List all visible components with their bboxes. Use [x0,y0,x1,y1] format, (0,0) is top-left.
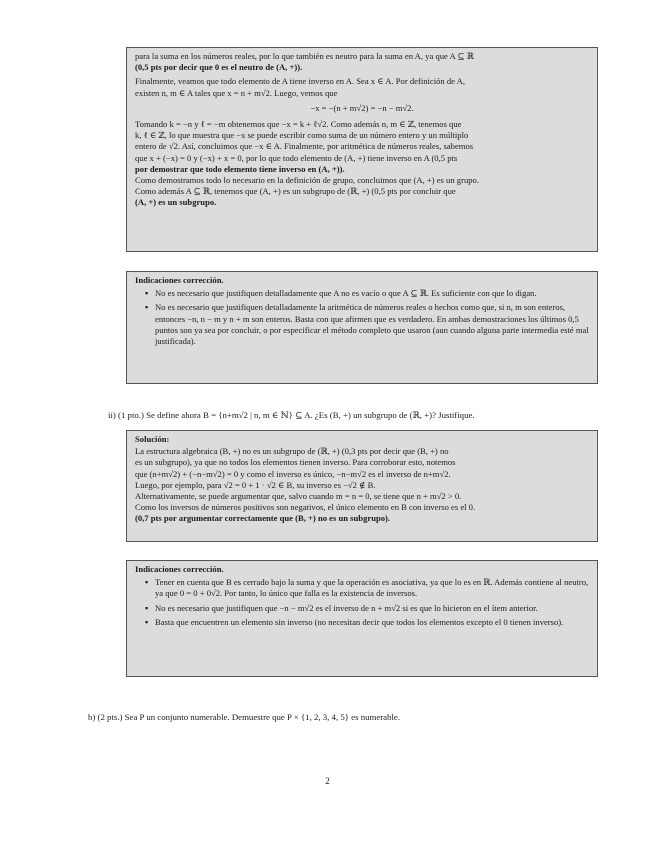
proof-line: por demostrar que todo elemento tiene inverso en (A, +)). [135,163,345,174]
indications-box-1 [126,271,598,384]
list-item: ▪ Tener en cuenta que B es cerrado bajo la suma y que la operación es asociativa, ya que lo es en ℝ. Además contiene al neutro, ya que 0 = 0 + 0√2. Por tanto, lo único que falla es la existencia de inversos. [155,577,589,599]
proof-line: Tomando k = −n y ℓ = −m obtenemos que −x = k + ℓ√2. Como además n, m ∈ ℤ, tenemos que [135,119,462,130]
page-number: 2 [325,776,330,786]
indications-list [135,577,589,628]
proof-line: Como demostramos todo lo necesario en la definición de grupo, concluimos que (A, +) es un grupo. [135,175,479,186]
question-ii: ii) (1 pto.) Se define ahora B = {n+m√2 | n, m ∈ ℕ} ⊆ A. ¿Es (B, +) un subgrupo de (ℝ, +)? Justifique. [108,410,475,420]
proof-line: Como además A ⊆ ℝ, tenemos que (A, +) es un subgrupo de (ℝ, +) (0,5 pts por concluir que [135,186,456,197]
indications-box-2 [126,560,598,677]
solution-line: Luego, por ejemplo, para √2 = 0 + 1 · √2 ∈ B, su inverso es −√2 ∉ B. [135,479,376,490]
proof-line: Finalmente, veamos que todo elemento de A tiene inverso en A. Sea x ∈ A. Por definición de A, [135,76,465,87]
proof-equation: −x = −(n + m√2) = −n − m√2. [310,102,414,113]
solution-box [126,430,598,542]
proof-line: que x + (−x) = 0 y (−x) + x = 0, por lo que todo elemento de (A, +) tiene inverso en A (0,5 pts [135,152,458,163]
solution-line: Alternativamente, se puede argumentar que, salvo cuando m = n = 0, se tiene que n + m√2 > 0. [135,491,462,502]
list-item: ▪ No es necesario que justifiquen detalladamente que A no es vacío o que A ⊆ ℝ. Es suficiente con que lo digan. [155,288,589,299]
solution-line: que (n+m√2) + (−n−m√2) = 0 y como el inverso es único, −n−m√2 es el inverso de n+m√2. [135,468,451,479]
solution-title: Solución: [135,434,170,444]
indications-list [135,288,589,347]
proof-line: (0,5 pts por decir que 0 es el neutro de (A, +)). [135,62,303,73]
proof-line: existen n, m ∈ A tales que x = n + m√2. Luego, vemos que [135,87,338,98]
proof-line: (A, +) es un subgrupo. [135,197,217,208]
list-item: ▪ Basta que encuentren un elemento sin inverso (no necesitan decir que todos los elementos excepto el 0 tienen inverso). [155,617,589,628]
proof-line: k, ℓ ∈ ℤ, lo que muestra que −x se puede escribir como suma de un número entero y un múltiplo [135,130,469,141]
solution-line: (0,7 pts por argumentar correctamente que (B, +) no es un subgrupo). [135,513,391,524]
list-item: ▪ No es necesario que justifiquen detalladamente la aritmética de números reales o hechos como que, si n, m son enteros, entonces −n, n − m y n + m son enteros. Basta con que afirmen que es verdadero. En ambas demostraciones los últimos 0,5 puntos son ya sea por concluir, o por especificar el método completo que usaron (aun cuando alguna parte intermedia esté mal justificada). [155,302,589,347]
list-item: ▪ No es necesario que justifiquen que −n − m√2 es el inverso de n + m√2 si es que lo hicieron en el ítem anterior. [155,603,589,614]
solution-line: La estructura algebraica (B, +) no es un subgrupo de (ℝ, +) (0,3 pts por decir que (B, +) no [135,446,449,457]
question-b: b) (2 pts.) Sea P un conjunto numerable. Demuestre que P × {1, 2, 3, 4, 5} es numerable. [88,712,401,722]
indications-title: Indicaciones corrección. [135,275,224,285]
proof-box [126,47,598,252]
proof-line: para la suma en los números reales, por lo que también es neutro para la suma en A, ya que A ⊆ ℝ [135,51,474,61]
indications-title: Indicaciones corrección. [135,564,224,574]
solution-line: Como los inversos de números positivos son negativos, el único elemento en B con inverso es el 0. [135,502,476,513]
solution-line: es un subgrupo), ya que no todos los elementos tienen inverso. Para corroborar esto, notemos [135,457,456,468]
proof-line: entero de √2. Así, concluimos que −x ∈ A. Finalmente, por aritmética de números reales, sabemos [135,141,474,152]
